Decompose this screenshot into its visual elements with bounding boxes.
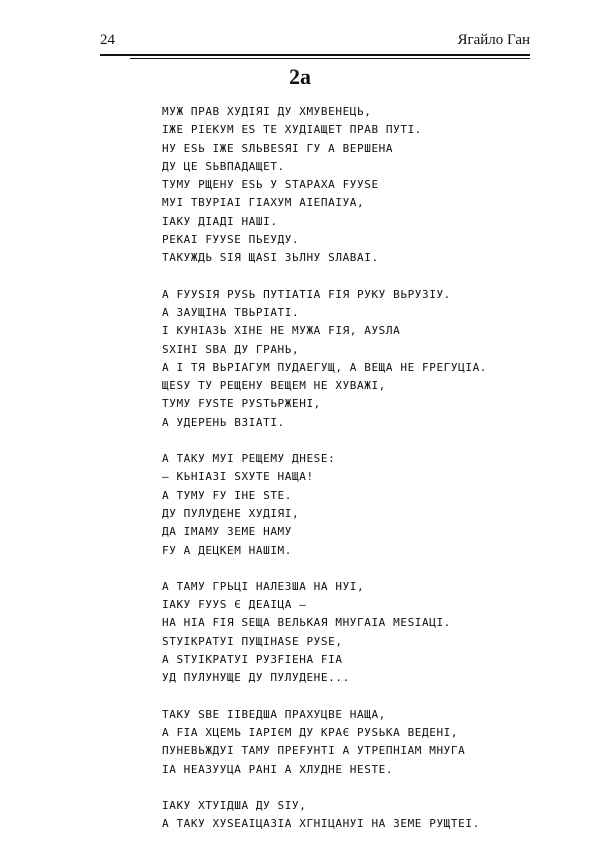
poem-line: ІАКУ ХТУІДША ДУ SІУ, [162, 798, 307, 812]
poem-title: 2а [289, 64, 311, 89]
poem-line: ДУ ЦЕ SЬВПАДАЩЕТ. [162, 159, 285, 173]
poem-line: А FІА ХЦЕМЬ ІАРІЄМ ДУ КРАЄ РУSЬКА ВЕДЕНІ, [162, 725, 459, 739]
poem-line: ТАКУЖДЬ SІЯ ЩАSІ ЗЬЛНУ SЛАВАІ. [162, 251, 379, 265]
poem-line: ТУМУ FУSТЕ РУSТЬРЖЕНІ, [162, 397, 321, 411]
poem-line: FУ А ДЕЦКЕМ НАШІМ. [162, 543, 293, 557]
poem-line: А ТУМУ FУ ІНЕ SТЕ. [162, 488, 293, 502]
poem-line: ТАКУ SВЕ ІІВЕДША ПРАХУЦВЕ НАЩА, [162, 707, 386, 721]
poem-line: НА НІА FІЯ SЕЩА ВЕЛЬКАЯ МНУГАІА МЕSІАЦІ. [162, 616, 451, 630]
poem-line: МУІ ТВУРІАІ ГІАХУМ АІЕПАІУА, [162, 196, 365, 210]
poem-body [162, 103, 582, 851]
poem-line: А ТАКУ ХУSЕАІЦАЗІА ХГНІЦАНУІ НА ЗЕМЕ РУЩТЕІ. [162, 817, 480, 831]
running-head [100, 32, 530, 54]
stanza-5 [162, 706, 582, 779]
poem-line: А УДЕРЕНЬ ВЗІАТІ. [162, 415, 285, 429]
poem-line: ІАКУ ДІАДІ НАШІ. [162, 214, 278, 228]
poem-line: А ТАКУ МУІ РЕЩЕМУ ДНЕSЕ: [162, 452, 336, 466]
poem-line: РЕКАІ FУУSЕ ПЬЕУДУ. [162, 233, 300, 247]
poem-line: ДУ ПУЛУДЕНЕ ХУДІЯІ, [162, 506, 300, 520]
page-number: 24 [100, 32, 115, 48]
poem-line: ІАКУ FУУS Є ДЕАІЦА — [162, 598, 307, 612]
stanza-1 [162, 103, 582, 268]
poem-line: УД ПУЛУНУЩЕ ДУ ПУЛУДЕНЕ... [162, 671, 350, 685]
header-rule-thick [100, 54, 530, 56]
stanza-3 [162, 450, 582, 560]
poem-line: — КЬНІАЗІ SХУТЕ НАЩА! [162, 470, 314, 484]
poem-line: ЩЕSУ ТУ РЕЩЕНУ ВЕЩЕМ НЕ ХУВАЖІ, [162, 379, 386, 393]
poem-line: ПУНЕВЬЖДУІ ТАМУ ПРЕFУНТІ А УТРЕПНІАМ МНУГА [162, 744, 466, 758]
poem-line: ТУМУ РЩЕНУ ЕSЬ У STАРАХА FУУSЕ [162, 178, 379, 192]
poem-line: А ТАМУ ГРЬЦІ НАЛЕЗША НА НУІ, [162, 579, 365, 593]
poem-line: ІА НЕАЗУУЦА РАНІ А ХЛУДНЕ НЕSТЕ. [162, 762, 394, 776]
stanza-4 [162, 578, 582, 688]
poem-line: SХІНІ SВА ДУ ГРАНЬ, [162, 342, 300, 356]
running-head-author: Ягайло Ган [457, 32, 530, 48]
poem-line: А FУУSІЯ РУSЬ ПУТІАТІА FІЯ РУКУ ВЬРУЗІУ. [162, 287, 451, 301]
poem-line: А І ТЯ ВЬРІАГУМ ПУДАЕГУЩ, А ВЕЩА НЕ FРЕГУЦІА. [162, 360, 488, 374]
poem-line: SТУІКРАТУІ ПУЩІНАSЕ РУSЕ, [162, 634, 343, 648]
stanza-6 [162, 797, 582, 834]
poem-line: НУ ЕSЬ ІЖЕ SЛЬВЕSЯІ ГУ А ВЕРШЕНА [162, 141, 394, 155]
poem-line: ДА ІМАМУ ЗЕМЕ НАМУ [162, 525, 293, 539]
stanza-2 [162, 286, 582, 432]
poem-line: ІЖЕ РІЕКУМ ЕS ТЕ ХУДІАЩЕТ ПРАВ ПУТІ. [162, 123, 423, 137]
poem-line: А ЗАУЩІНА ТВЬРІАТІ. [162, 305, 300, 319]
poem-line: А SТУІКРАТУІ РУЗFІЕНА FІА [162, 653, 343, 667]
header-rule-thin [130, 58, 530, 59]
poem-line: МУЖ ПРАВ ХУДІЯІ ДУ ХМУВЕНЕЦЬ, [162, 105, 372, 118]
poem-line: І КУНІАЗЬ ХІНЕ НЕ МУЖА FІЯ, АУSЛА [162, 324, 401, 338]
